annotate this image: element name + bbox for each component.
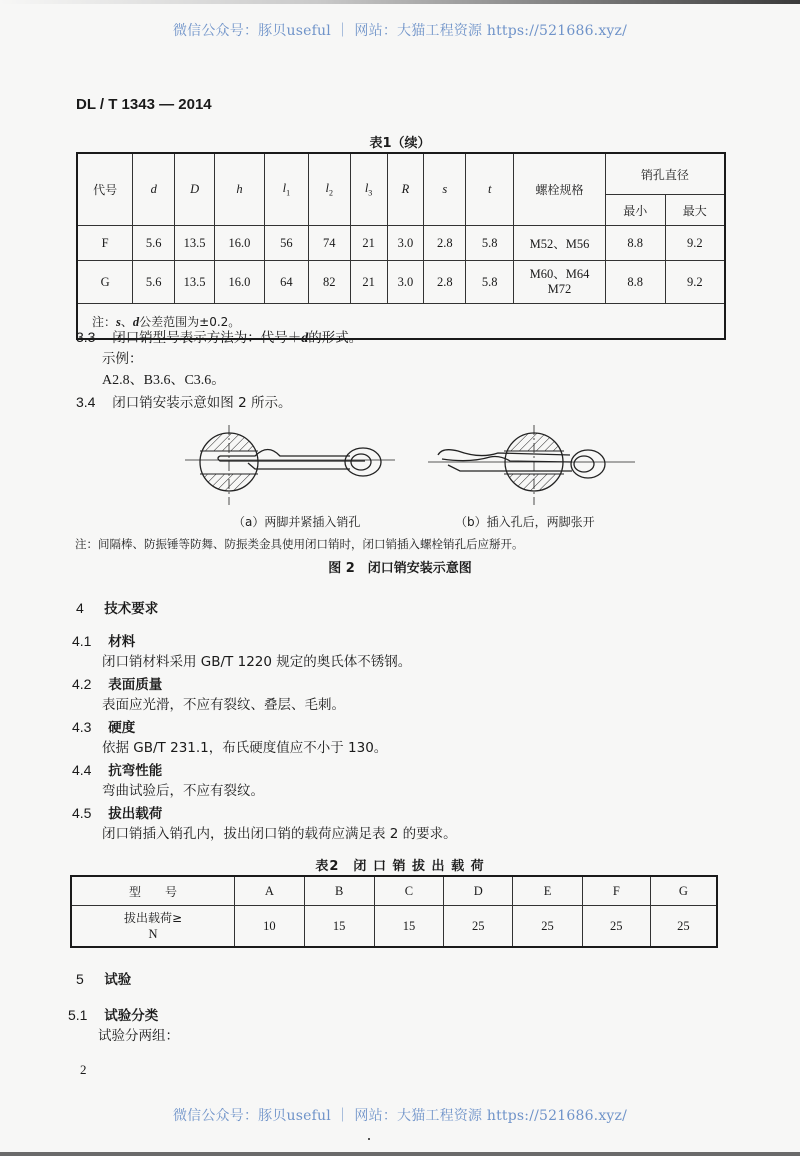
value-cell: 15 bbox=[304, 906, 374, 948]
bolt-spec-line1: M60、M64 bbox=[529, 267, 590, 281]
note-prefix: 注： bbox=[92, 314, 117, 329]
figure2a-label: （a）两脚并紧插入销孔 bbox=[233, 515, 361, 529]
header-h: h bbox=[215, 153, 265, 226]
table1-header-row bbox=[77, 153, 725, 195]
type-cell: F bbox=[582, 876, 650, 906]
section-4-3-body: 依据 GB/T 231.1，布氏硬度值应不小于 130。 bbox=[102, 740, 388, 756]
figure2a-pin-inserted-closed bbox=[185, 425, 395, 505]
section-number: 4.5 bbox=[72, 805, 92, 821]
table1 bbox=[76, 152, 726, 340]
section-3-3 bbox=[76, 326, 362, 347]
header-min: 最小 bbox=[605, 195, 665, 226]
example-label: 示例： bbox=[102, 351, 143, 367]
cell: 82 bbox=[308, 261, 350, 304]
cell: 9.2 bbox=[665, 226, 725, 261]
value-cell: 25 bbox=[513, 906, 583, 948]
section-4-2 bbox=[72, 673, 162, 693]
section-number: 4.3 bbox=[72, 719, 92, 735]
section-number: 5.1 bbox=[68, 1007, 88, 1023]
type-cell: B bbox=[304, 876, 374, 906]
section-number: 5 bbox=[76, 971, 84, 987]
cell: F bbox=[77, 226, 133, 261]
section-number: 3.3 bbox=[76, 329, 96, 345]
section-number: 4.2 bbox=[72, 676, 92, 692]
figure2-note: 注：间隔棒、防振锤等防舞、防振类金具使用闭口销时，闭口销插入螺栓销孔后应掰开。 bbox=[75, 537, 524, 551]
section-5 bbox=[76, 968, 131, 988]
section-number: 4.4 bbox=[72, 762, 92, 778]
section-title: 抗弯性能 bbox=[108, 763, 163, 779]
table2-value-row bbox=[71, 906, 717, 948]
document-code: DL / T 1343 — 2014 bbox=[76, 96, 212, 113]
figure2b-label: （b）插入孔后，两脚张开 bbox=[455, 515, 595, 529]
section-title: 表面质量 bbox=[108, 677, 163, 693]
row-label-pullout-load bbox=[71, 906, 235, 948]
section-4-1-body: 闭口销材料采用 GB/T 1220 规定的奥氏体不锈钢。 bbox=[102, 654, 412, 670]
header-t: t bbox=[466, 153, 514, 226]
table2-caption: 表2 闭 口 销 拔 出 载 荷 bbox=[315, 859, 485, 874]
section-title: 拔出载荷 bbox=[108, 806, 163, 822]
section-4-1 bbox=[72, 630, 135, 650]
header-s: s bbox=[424, 153, 466, 226]
cell: M52、M56 bbox=[514, 226, 606, 261]
cell: 5.6 bbox=[133, 226, 175, 261]
watermark-bottom: 微信公众号：豚贝useful ｜ 网站：大猫工程资源 https://521686.xyz/ bbox=[172, 1108, 628, 1124]
cell: 3.0 bbox=[387, 226, 424, 261]
example-values: A2.8、B3.6、C3.6。 bbox=[102, 373, 226, 388]
header-D: D bbox=[175, 153, 215, 226]
header-pin-hole-diameter: 销孔直径 bbox=[605, 153, 725, 195]
watermark-top: 微信公众号：豚贝useful ｜ 网站：大猫工程资源 https://521686.xyz/ bbox=[172, 23, 628, 39]
cell: 13.5 bbox=[175, 226, 215, 261]
cell: 2.8 bbox=[424, 261, 466, 304]
table2-header-row bbox=[71, 876, 717, 906]
cell: 8.8 bbox=[605, 261, 665, 304]
header-max: 最大 bbox=[665, 195, 725, 226]
type-cell: E bbox=[513, 876, 583, 906]
section-title: 硬度 bbox=[108, 720, 136, 736]
cell: 8.8 bbox=[605, 226, 665, 261]
section-4-4 bbox=[72, 759, 162, 779]
figure2-caption: 图 2 闭口销安装示意图 bbox=[328, 561, 472, 576]
cell: G bbox=[77, 261, 133, 304]
cell: 5.6 bbox=[133, 261, 175, 304]
cell: 64 bbox=[264, 261, 308, 304]
bolt-spec-line2: M72 bbox=[547, 282, 572, 296]
cell: 74 bbox=[308, 226, 350, 261]
note-sep: 、 bbox=[120, 314, 133, 329]
figure2b-pin-inserted-spread bbox=[428, 425, 635, 505]
table-row bbox=[77, 226, 725, 261]
section-4-2-body: 表面应光滑，不应有裂纹、叠层、毛刺。 bbox=[102, 697, 345, 713]
section-text-end: 的形式。 bbox=[308, 330, 363, 346]
value-cell: 25 bbox=[444, 906, 513, 948]
header-code: 代号 bbox=[77, 153, 133, 226]
section-4 bbox=[76, 597, 158, 617]
scan-edge-shadow bbox=[0, 0, 800, 4]
section-title: 试验 bbox=[104, 972, 132, 988]
section-3-4 bbox=[76, 391, 291, 411]
scan-speck bbox=[368, 1138, 370, 1140]
section-4-3 bbox=[72, 716, 135, 736]
cell: 13.5 bbox=[175, 261, 215, 304]
cell: 3.0 bbox=[387, 261, 424, 304]
cell: 16.0 bbox=[215, 226, 265, 261]
row-label-line1: 拔出载荷≥ bbox=[123, 911, 183, 925]
type-cell: D bbox=[444, 876, 513, 906]
cell: 21 bbox=[350, 226, 387, 261]
scan-edge-shadow-bottom bbox=[0, 1152, 800, 1156]
note-d: d bbox=[132, 314, 140, 329]
section-text: 闭口销型号表示方法为：代号＋ bbox=[112, 330, 302, 346]
header-l3: $l_3$ bbox=[350, 153, 387, 226]
value-cell: 15 bbox=[374, 906, 444, 948]
cell: 5.8 bbox=[466, 261, 514, 304]
cell: 2.8 bbox=[424, 226, 466, 261]
value-cell: 25 bbox=[650, 906, 717, 948]
section-number: 4.1 bbox=[72, 633, 92, 649]
cell: 56 bbox=[264, 226, 308, 261]
section-number: 4 bbox=[76, 600, 84, 616]
header-l1: $l_1$ bbox=[264, 153, 308, 226]
note-s: s bbox=[116, 314, 121, 329]
header-R: R bbox=[387, 153, 424, 226]
value-cell: 10 bbox=[235, 906, 305, 948]
header-bolt-spec: 螺栓规格 bbox=[514, 153, 606, 226]
cell: 5.8 bbox=[466, 226, 514, 261]
type-cell: C bbox=[374, 876, 444, 906]
table2 bbox=[70, 875, 718, 948]
section-4-5 bbox=[72, 802, 162, 822]
header-d: d bbox=[133, 153, 175, 226]
section-number: 3.4 bbox=[76, 394, 96, 410]
section-5-1-body: 试验分两组： bbox=[98, 1028, 179, 1044]
type-cell: A bbox=[235, 876, 305, 906]
cell: 21 bbox=[350, 261, 387, 304]
type-cell: G bbox=[650, 876, 717, 906]
cell: 9.2 bbox=[665, 261, 725, 304]
cell: 16.0 bbox=[215, 261, 265, 304]
header-type: 型 号 bbox=[71, 876, 235, 906]
table1-caption: 表1（续） bbox=[369, 136, 431, 151]
section-title: 技术要求 bbox=[104, 601, 159, 617]
table-row bbox=[77, 261, 725, 304]
figure2-diagram bbox=[180, 425, 640, 515]
symbol-d: d bbox=[301, 331, 309, 346]
note-rest: 公差范围为±0.2。 bbox=[139, 314, 241, 329]
section-5-1 bbox=[68, 1004, 158, 1024]
value-cell: 25 bbox=[582, 906, 650, 948]
section-4-4-body: 弯曲试验后，不应有裂纹。 bbox=[102, 783, 264, 799]
section-text: 闭口销安装示意如图 2 所示。 bbox=[112, 395, 292, 411]
section-title: 材料 bbox=[108, 634, 136, 650]
page-number: 2 bbox=[80, 1062, 87, 1077]
header-l2: $l_2$ bbox=[308, 153, 350, 226]
section-title: 试验分类 bbox=[104, 1008, 159, 1024]
row-label-unit: N bbox=[148, 927, 158, 941]
section-4-5-body: 闭口销插入销孔内，拔出闭口销的载荷应满足表 2 的要求。 bbox=[102, 826, 457, 842]
cell bbox=[514, 261, 606, 304]
